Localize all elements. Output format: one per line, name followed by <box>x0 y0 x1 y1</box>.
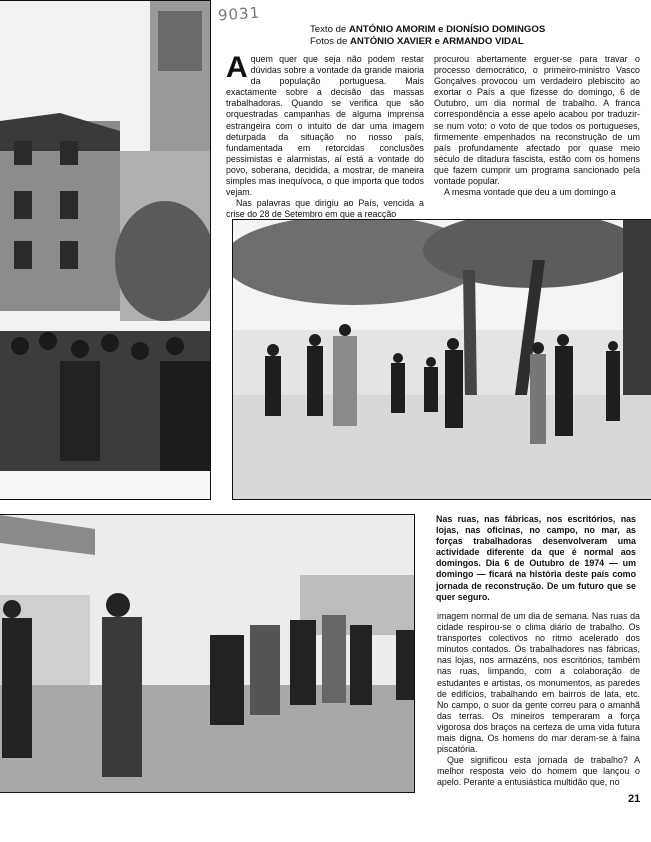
drop-cap: A <box>226 51 248 84</box>
credits-photo-authors: ANTÓNIO XAVIER e ARMANDO VIDAL <box>350 36 524 47</box>
credits <box>310 24 640 48</box>
credits-photo-label: Fotos de <box>310 36 350 47</box>
credits-text-label: Texto de <box>310 24 349 35</box>
handwritten-note: 9031 <box>217 3 261 25</box>
article-paragraph: imagem normal de um dia de semana. Nas ruas da cidade respirou-se o clima diário de trabalho. Os transportes colectivos no ritmo acelerado dos minutos contados. Os trabalhadores nas fábricas, nas lojas, nos armazéns, nos escritórios, também nas ruas, limpando, com a colaboração de estudantes e artistas, os monumentos, as paredes de edifícios, trabalhando em bairros de lata, etc. No campo, o suor da gente correu para o amanhã das terras. Os mineiros temperaram a força vigorosa dos braços na certeza de uma vida futura mais digna. Os homens do mar deram-se à faina piscatória. <box>437 611 640 755</box>
article-paragraph: A mesma vontade que deu a um domingo a <box>444 187 616 198</box>
photo-crowd-street <box>0 0 211 500</box>
article-column-3 <box>437 611 640 789</box>
credits-text-authors: ANTÓNIO AMORIM e DIONÍSIO DOMINGOS <box>348 24 546 35</box>
article-paragraph <box>226 51 424 198</box>
photo-children-sweeping <box>232 219 651 500</box>
article-paragraph: Que significou esta jornada de trabalho? A melhor resposta veio do homem que lançou o apelo. Perante a entusiástica multidão que, no <box>437 755 640 788</box>
photo-caption: Nas ruas, nas fábricas, nos escritórios, nas lojas, nas oficinas, no campo, no mar, as forças trabalhadoras desenvolveram uma actividade diferente da que é normal aos domingos. Dia 6 de Outubro de 1974 — um domingo — ficará na história deste país como jornada de reconstrução. De um futuro que se quer seguro. <box>436 514 636 602</box>
article-paragraph: Nas palavras que dirigiu ao País, vencida a crise do 28 de Setembro em que a reacção <box>226 198 424 220</box>
page-number: 21 <box>628 793 641 805</box>
article-paragraph: procurou abertamente erguer-se para travar o processo democrático, o primeiro-ministro Vasco Gonçalves provocou um verdadeiro plebiscito ao exortar o País a que fizesse do domingo, 6 de Outubro, um dia normal de trabalho. A franca correspondência a esse apelo acabou por traduzir-se num voto: o voto de que todos os portugueses, firmemente empenhados na reconstrução de um país profundamente afectado por quase meio século de ditadura fascista, estão com os homens que fazem cumprir um programa sancionado pela vontade popular. <box>434 54 640 187</box>
photo-workers-cleaning <box>0 514 415 793</box>
article-column-1 <box>226 51 424 220</box>
article-paragraph-text: quem quer que seja não podem restar dúvidas sobre a vontade da grande maioria da população portuguesa. Mais exactamente sobre a decisão das massas trabalhadoras. Quando se verifica que são orquestradas campanhas de alguma imprensa estrangeira com o intuito de dar uma imagem deturpada da situação no nosso país, fundamentada em retorcidas conclusões pessimistas e alarmistas, aí está a vontade do povo, soberana, decidida, a mostrar, de maneira simples mas inequívoca, o que importa que todos vejam. <box>226 54 424 198</box>
article-column-2 <box>434 54 640 198</box>
